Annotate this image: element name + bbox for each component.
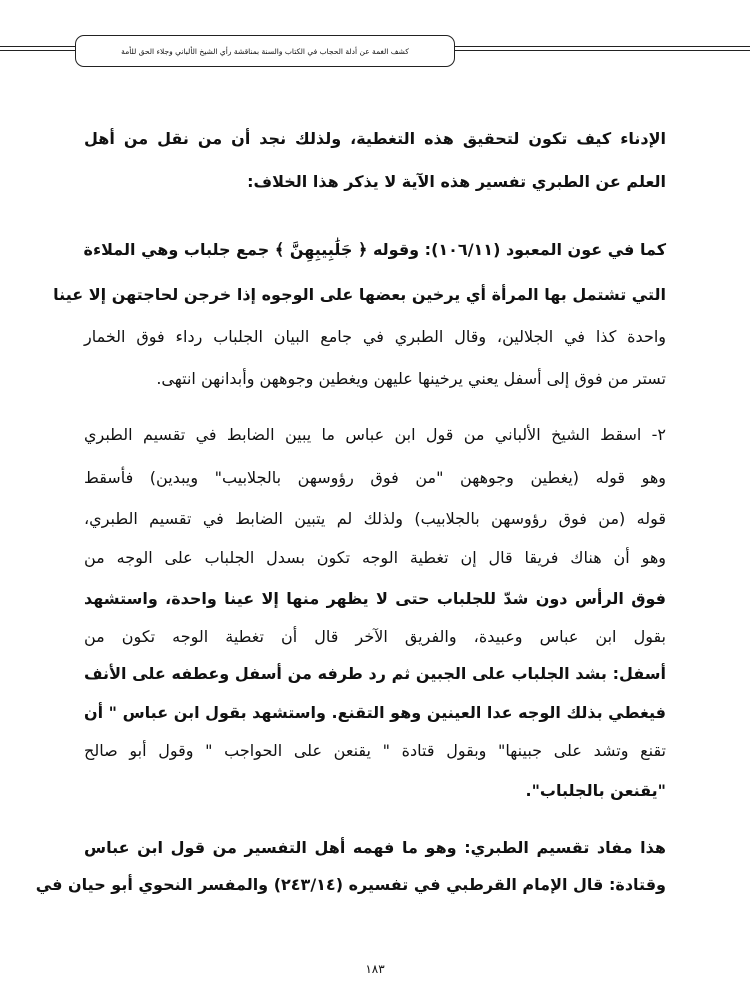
text-line: التي تشتمل بها المرأة أي يرخين بعضها على الوجوه إذا خرجن لحاجتهن إلا عينا — [53, 285, 666, 304]
text-line: تقنع وتشد على جبينها" وبقول قتادة " يقنعن على الحواجب " وقول أبو صالح — [84, 741, 666, 760]
text-line: واحدة كذا في الجلالين، وقال الطبري في جامع البيان الجلباب رداء فوق الخمار — [84, 327, 666, 346]
text-line: هذا مفاد تقسيم الطبري: وهو ما فهمه أهل التفسير من قول ابن عباس — [84, 838, 666, 857]
text-line: فوق الرأس دون شدّ للجلباب حتى لا يظهر منها إلا عينا واحدة، واستشهد — [84, 589, 666, 608]
text-line: تستر من فوق إلى أسفل يعني يرخينها عليهن ويغطين وجوههن وأبدانهن انتهى. — [156, 369, 666, 388]
text-line: وهو قوله (يغطين وجوههن "من فوق رؤوسهن بالجلابيب" ويبدين) فأسقط — [84, 468, 666, 487]
text-line: الإدناء كيف تكون لتحقيق هذه التغطية، ولذلك نجد أن من نقل من أهل — [84, 129, 666, 148]
text-line: بقول ابن عباس وعبيدة، والفريق الآخر قال أن تغطية الوجه تكون من — [84, 627, 666, 646]
text-line: قوله (من فوق رؤوسهن بالجلابيب) ولذلك لم يتبين الضابط في تقسيم الطبري، — [84, 509, 666, 528]
text-line: أسفل: بشد الجلباب على الجبين ثم رد طرفه من أسفل وعطفه على الأنف — [84, 664, 666, 683]
text-line: ٢- اسقط الشيخ الألباني من قول ابن عباس ما يبين الضابط في تقسيم الطبري — [84, 425, 666, 444]
text-line: وهو أن هناك فريقا قال إن تغطية الوجه تكون بسدل الجلباب على الوجه من — [84, 548, 666, 567]
page-number: ١٨٣ — [365, 962, 385, 976]
running-header — [75, 35, 455, 67]
text-line: العلم عن الطبري تفسير هذه الآية لا يذكر هذا الخلاف: — [247, 172, 666, 191]
text-line: فيغطي بذلك الوجه عدا العينين وهو التقنع. واستشهد بقول ابن عباس " أن — [83, 703, 666, 722]
text-line: كما في عون المعبود (١٠٦/١١): وقوله ﴿ جَلَٰبِيبِهِنَّ ﴾ جمع جلباب وهي الملاءة — [83, 240, 666, 259]
text-line: وقتادة: قال الإمام القرطبي في تفسيره (٢٤٣/١٤) والمفسر النحوي أبو حيان في — [35, 875, 666, 894]
text-line: "يقنعن بالجلباب". — [525, 781, 666, 800]
running-header-title: كشف الغمة عن أدلة الحجاب في الكتاب والسنة بمناقشة رأي الشيخ الألباني وجلاء الحق للأمة — [121, 46, 409, 56]
